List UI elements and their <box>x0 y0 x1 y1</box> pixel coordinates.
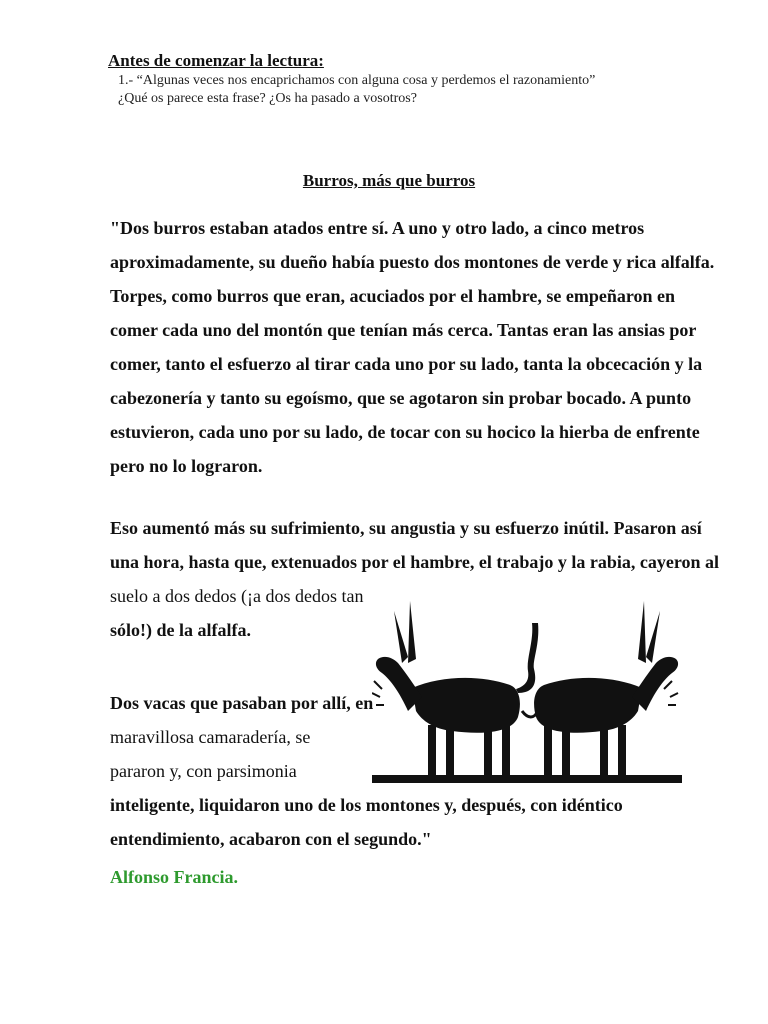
paragraph-line: maravillosa camaradería, se <box>110 727 311 747</box>
intro-question-2: ¿Qué os parece esta frase? ¿Os ha pasado a vosotros? <box>118 91 417 106</box>
paragraph-line: entendimiento, acabaron con el segundo." <box>110 829 432 849</box>
story-paragraph-1 <box>110 211 714 483</box>
paragraph-line: pero no lo lograron. <box>110 456 263 476</box>
paragraph-line: Dos vacas que pasaban por allí, en <box>110 693 374 713</box>
paragraph-line: aproximadamente, su dueño había puesto dos montones de verde y rica alfalfa. <box>110 252 715 272</box>
two-donkeys-tied-icon <box>372 593 682 783</box>
intro-heading: Antes de comenzar la lectura: <box>108 51 324 70</box>
intro-question-1: 1.- “Algunas veces nos encaprichamos con alguna cosa y perdemos el razonamiento” <box>118 73 596 88</box>
paragraph-line: comer, tanto el esfuerzo al tirar cada uno por su lado, tanta la obcecación y la <box>110 354 703 374</box>
paragraph-line: pararon y, con parsimonia <box>110 761 297 781</box>
paragraph-line: cabezonería y tanto su egoísmo, que se agotaron sin probar bocado. A punto <box>110 388 692 408</box>
paragraph-line: Torpes, como burros que eran, acuciados por el hambre, se empeñaron en <box>110 286 676 306</box>
paragraph-line: estuvieron, cada uno por su lado, de tocar con su hocico la hierba de enfrente <box>110 422 700 442</box>
paragraph-line: "Dos burros estaban atados entre sí. A uno y otro lado, a cinco metros <box>110 218 645 238</box>
paragraph-line: una hora, hasta que, extenuados por el hambre, el trabajo y la rabia, cayeron al <box>110 552 720 572</box>
author-name: Alfonso Francia. <box>110 867 238 887</box>
story-title: Burros, más que burros <box>302 171 476 190</box>
paragraph-line: comer cada uno del montón que tenían más cerca. Tantas eran las ansias por <box>110 320 697 340</box>
paragraph-line: inteligente, liquidaron uno de los montones y, después, con idéntico <box>110 795 623 815</box>
paragraph-line: suelo a dos dedos (¡a dos dedos tan <box>110 586 364 606</box>
paragraph-line: Eso aumentó más su sufrimiento, su angustia y su esfuerzo inútil. Pasaron así <box>110 518 702 538</box>
paragraph-line: sólo!) de la alfalfa. <box>110 620 251 640</box>
